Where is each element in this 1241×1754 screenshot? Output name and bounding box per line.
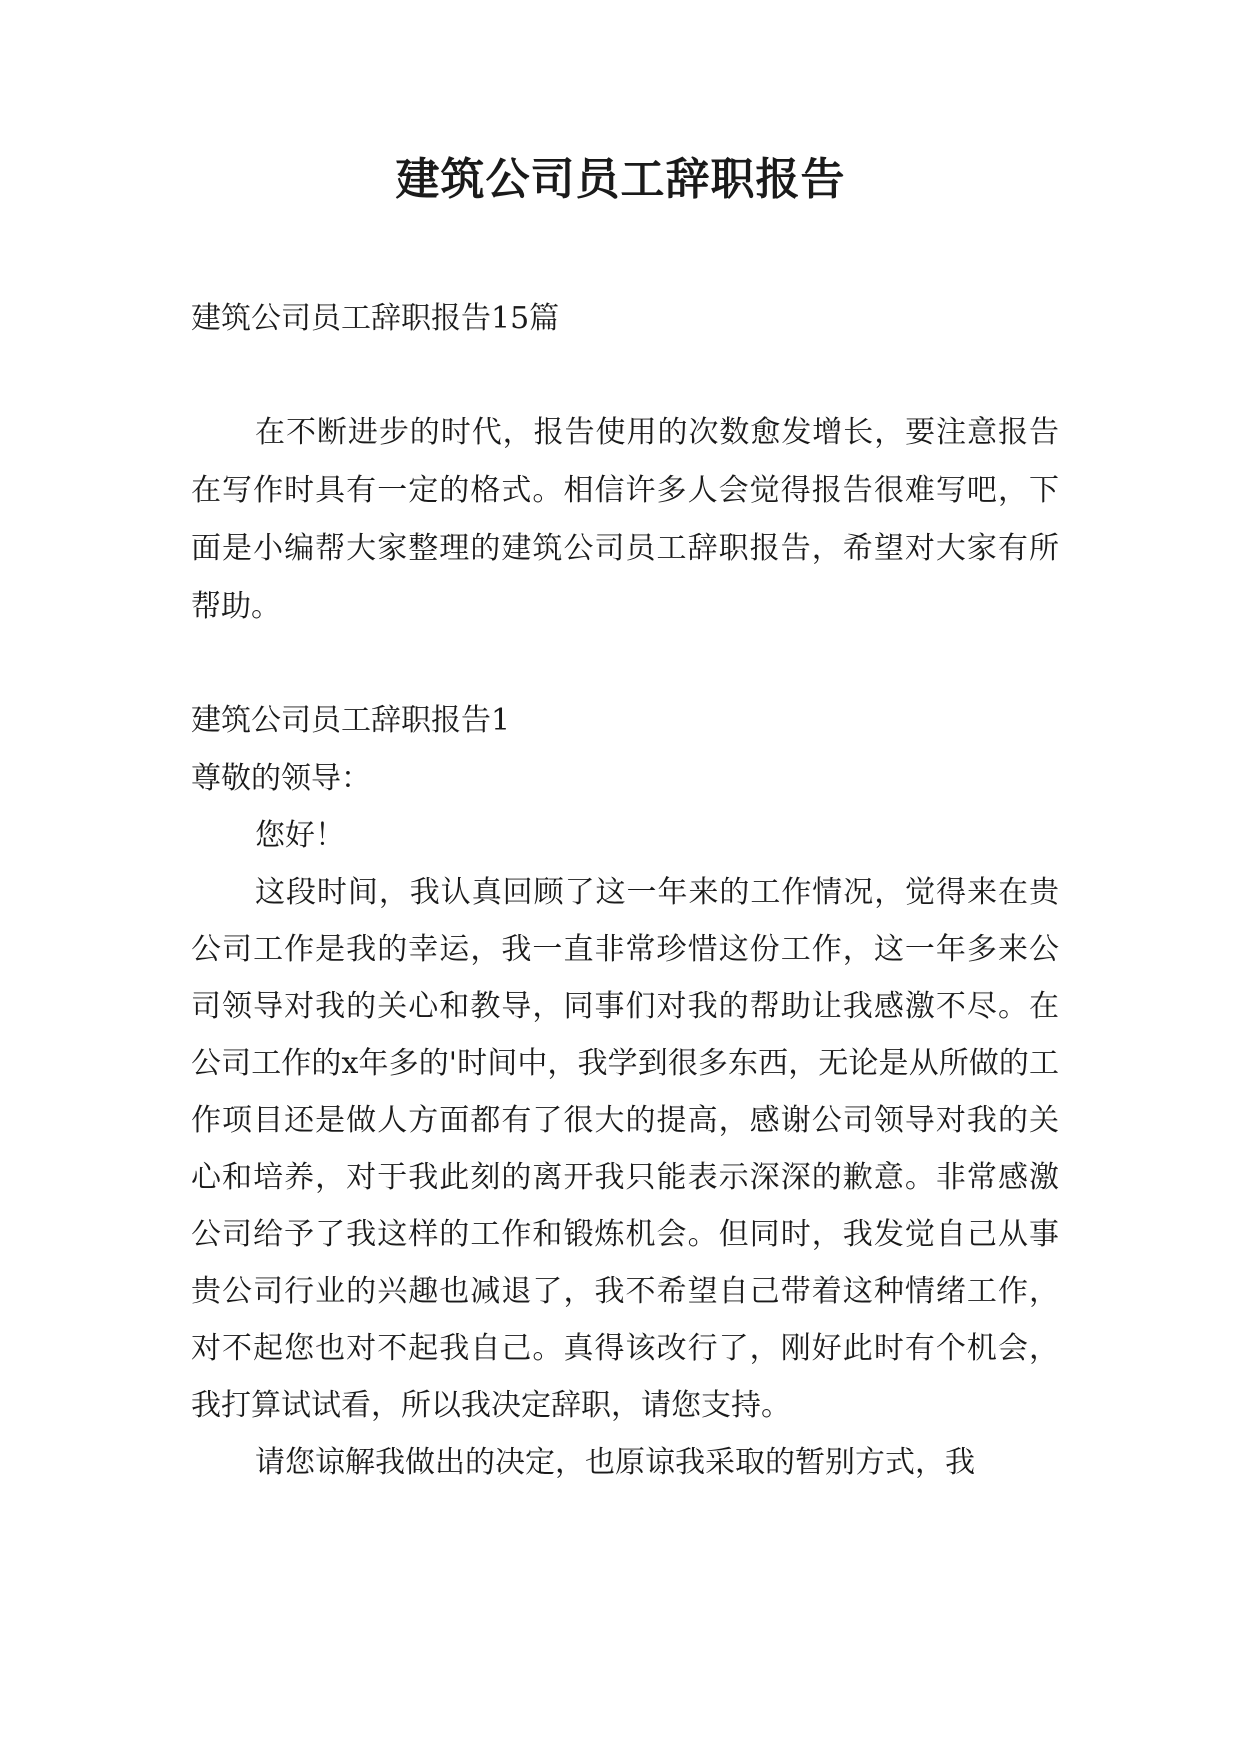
body-paragraph: 这段时间，我认真回顾了这一年来的工作情况，觉得来在贵公司工作是我的幸运，我一直非常珍惜这份工作，这一年多来公司领导对我的关心和教导，同事们对我的帮助让我感激不尽。在公司工作的x年多的'时间中，我学到很多东西，无论是从所做的工作项目还是做人方面都有了很大的提高，感谢公司领导对我的关心和培养，对于我此刻的离开我只能表示深深的歉意。非常感激公司给予了我这样的工作和锻炼机会。但同时，我发觉自己从事贵公司行业的兴趣也减退了，我不希望自己带着这种情绪工作，对不起您也对不起我自己。真得该改行了，刚好此时有个机会，我打算试试看，所以我决定辞职，请您支持。 (191, 875, 1059, 1423)
section-heading: 建筑公司员工辞职报告1 (191, 703, 511, 738)
document-body (191, 290, 1059, 1491)
salutation: 尊敬的领导： (191, 761, 371, 796)
greeting: 您好！ (255, 818, 345, 853)
document-subtitle: 建筑公司员工辞职报告15篇 (191, 301, 560, 336)
document-title: 建筑公司员工辞职报告 (395, 154, 846, 205)
body-paragraph: 请您谅解我做出的决定，也原谅我采取的暂别方式，我 (255, 1445, 975, 1480)
intro-paragraph: 在不断进步的时代，报告使用的次数愈发增长，要注意报告在写作时具有一定的格式。相信许多人会觉得报告很难写吧，下面是小编帮大家整理的建筑公司员工辞职报告，希望对大家有所帮助。 (191, 415, 1059, 624)
